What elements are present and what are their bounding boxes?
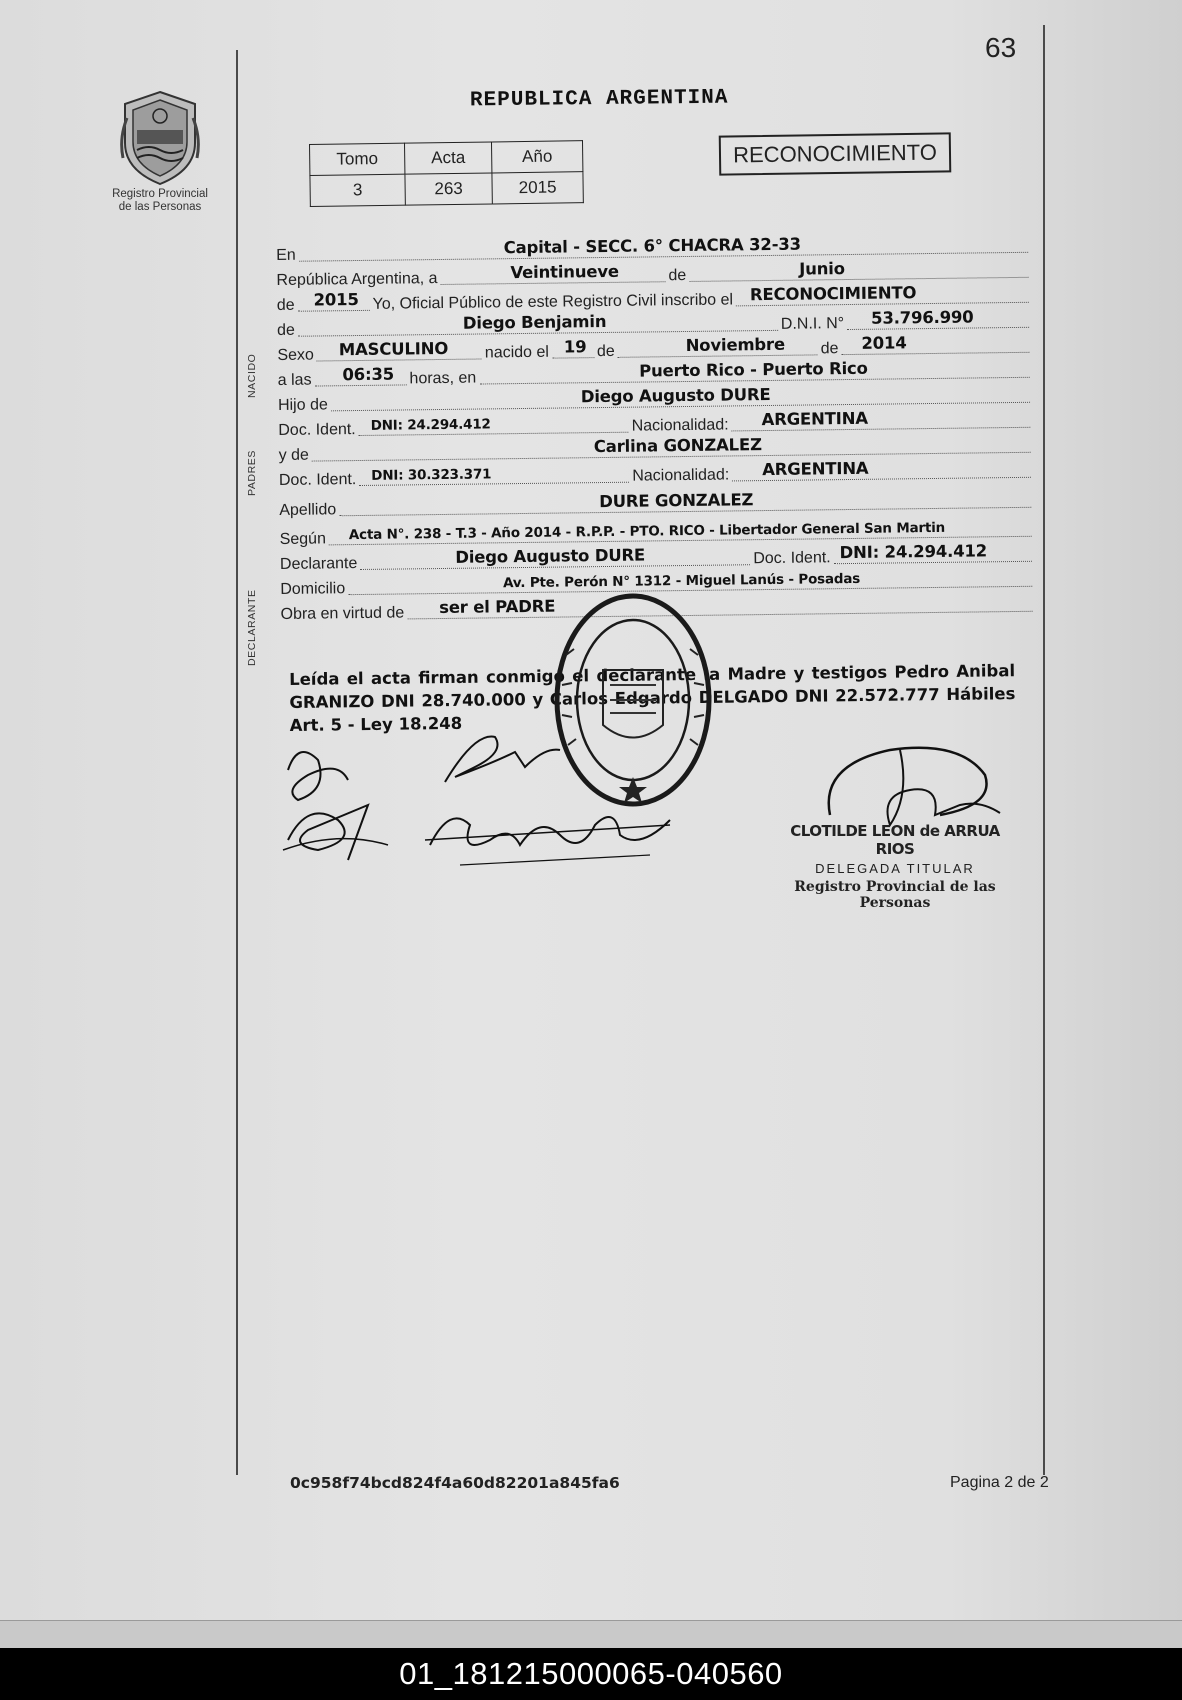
madre-nac-label: Nacionalidad: [632, 466, 730, 485]
inscribo-value: RECONOCIMIENTO [749, 283, 917, 305]
madre-doc-value: DNI: 30.323.371 [371, 466, 492, 484]
logo-caption-line-2: de las Personas [118, 201, 202, 213]
officer-role: DELEGADA TITULAR [815, 861, 975, 876]
obra-value: ser el PADRE [439, 596, 556, 618]
nac-mes-field [618, 336, 818, 357]
madre-value: Carlina GONZALEZ [593, 435, 762, 457]
closing-paragraph: Leída el acta firman conmigo el declarante la Madre y testigos Pedro Anibal GRANIZO DNI 28.740.000 y Carlos Edgardo DELGADO DNI 22.572.777 Hábiles Art. 5 - Ley 18.248 [289, 661, 1016, 735]
registry-logo [100, 88, 220, 214]
padre-doc-field [359, 414, 629, 436]
left-margin-line [236, 50, 238, 1475]
dni-label: D.N.I. N° [780, 315, 845, 333]
lugar-field [479, 359, 1030, 385]
tomo-header: Tomo [310, 143, 405, 175]
nacido-label: nacido el [484, 343, 550, 362]
anio-header: Año [491, 141, 582, 173]
tomo-value: 3 [310, 174, 405, 206]
madre-nac-value: ARGENTINA [762, 458, 869, 480]
yde-label: y de [278, 446, 309, 464]
anio-prefix-label: de [276, 296, 295, 314]
sexo-field [317, 340, 482, 361]
obra-label: Obra en virtud de [280, 604, 405, 623]
dni-field [847, 309, 1029, 330]
madre-doc-label: Doc. Ident. [278, 471, 357, 489]
declarante-value: Diego Augusto DURE [455, 545, 646, 567]
segun-label: Según [279, 530, 327, 548]
padre-doc-label: Doc. Ident. [278, 421, 356, 439]
de-label: de [668, 266, 687, 285]
record-reference-table [309, 140, 584, 207]
hijo-label: Hijo de [277, 396, 328, 414]
horas-label: horas, en [409, 369, 477, 388]
anio-field [297, 289, 369, 312]
mes-field [689, 259, 1028, 282]
padre-nac-field [731, 409, 1030, 432]
nombre-value: Diego Benjamin [462, 311, 607, 333]
nac-de1-label: de [596, 342, 615, 361]
inscribo-field [736, 284, 1029, 307]
document-title: REPUBLICA ARGENTINA [469, 86, 729, 113]
witness-signature-2 [420, 795, 680, 875]
page-indicator: Pagina 2 de 2 [950, 1474, 1049, 1491]
hora-value: 06:35 [342, 364, 395, 385]
officer-block [770, 822, 1020, 911]
decl-doc-label: Doc. Ident. [753, 549, 831, 568]
anio-value: 2015 [313, 289, 359, 310]
sexo-label: Sexo [277, 346, 314, 364]
padre-nac-label: Nacionalidad: [631, 416, 729, 435]
scan-id-bar: 01_181215000065-040560 [0, 1648, 1182, 1700]
padre-value: Diego Augusto DURE [580, 384, 771, 407]
anio-value: 2015 [492, 172, 583, 204]
nac-de2-label: de [820, 340, 839, 358]
side-label-padres: PADRES [246, 450, 258, 496]
domicilio-label: Domicilio [280, 580, 346, 598]
hora-field [314, 366, 406, 386]
en-value: Capital - SECC. 6° CHACRA 32-33 [503, 234, 801, 258]
domicilio-value: Av. Pte. Perón N° 1312 - Miguel Lanús - Posadas [503, 570, 861, 592]
acta-value: 263 [405, 173, 492, 205]
apellido-value: DURE GONZALEZ [599, 490, 754, 512]
official-seal-stamp [548, 585, 718, 815]
officer-organization: Registro Provincial de las Personas [794, 879, 996, 911]
decl-doc-value: DNI: 24.294.412 [839, 541, 988, 563]
decl-doc-field [834, 543, 1032, 564]
padre-doc-value: DNI: 24.294.412 [370, 416, 491, 434]
coat-of-arms-icon [115, 88, 205, 188]
side-label-nacido: NACIDO [246, 353, 258, 398]
nac-anio-field [841, 334, 1029, 355]
madre-doc-field [359, 464, 629, 486]
segun-value: Acta N°. 238 - T.3 - Año 2014 - R.P.P. - PTO. RICO - Libertador General San Martin [348, 519, 946, 544]
certificate-form [276, 231, 1033, 624]
inscribo-text: Yo, Oficial Público de este Registro Civil inscribo el [372, 291, 734, 313]
nac-anio-value: 2014 [861, 333, 907, 353]
witness-signature-1 [435, 722, 565, 792]
underlying-page-edge [0, 1620, 1182, 1648]
lugar-value: Puerto Rico - Puerto Rico [639, 358, 868, 381]
declarante-label: Declarante [279, 555, 358, 573]
page-number: 63 [985, 32, 1017, 63]
dia-value: Veintinueve [510, 261, 619, 283]
nac-dia-field [552, 339, 594, 359]
document-hash: 0c958f74bcd824f4a60d82201a845fa6 [290, 1474, 620, 1492]
madre-nac-field [732, 459, 1031, 482]
dia-field [440, 263, 665, 285]
obra-field [407, 593, 1033, 620]
side-label-declarante: DECLARANTE [246, 589, 258, 666]
record-type-box: RECONOCIMIENTO [719, 132, 952, 175]
acta-header: Acta [404, 142, 491, 174]
declarante-signature [278, 730, 408, 870]
nac-mes-value: Noviembre [685, 334, 786, 356]
apellido-label: Apellido [279, 501, 337, 519]
mes-value: Junio [799, 259, 845, 279]
alas-label: a las [277, 371, 312, 389]
padre-nac-value: ARGENTINA [761, 408, 868, 430]
republica-label: República Argentina, a [276, 270, 438, 289]
nombre-field [298, 312, 778, 337]
right-margin-line [1043, 25, 1045, 1475]
nac-dia-value: 19 [563, 337, 587, 357]
de-nombre-label: de [277, 321, 296, 339]
logo-caption-line-1: Registro Provincial [112, 188, 208, 200]
dni-value: 53.796.990 [870, 307, 974, 328]
declarante-field [360, 546, 750, 570]
sexo-value: MASCULINO [338, 338, 449, 360]
en-label: En [276, 246, 296, 264]
officer-name: CLOTILDE LEON de ARRUA RIOS [790, 822, 1000, 858]
